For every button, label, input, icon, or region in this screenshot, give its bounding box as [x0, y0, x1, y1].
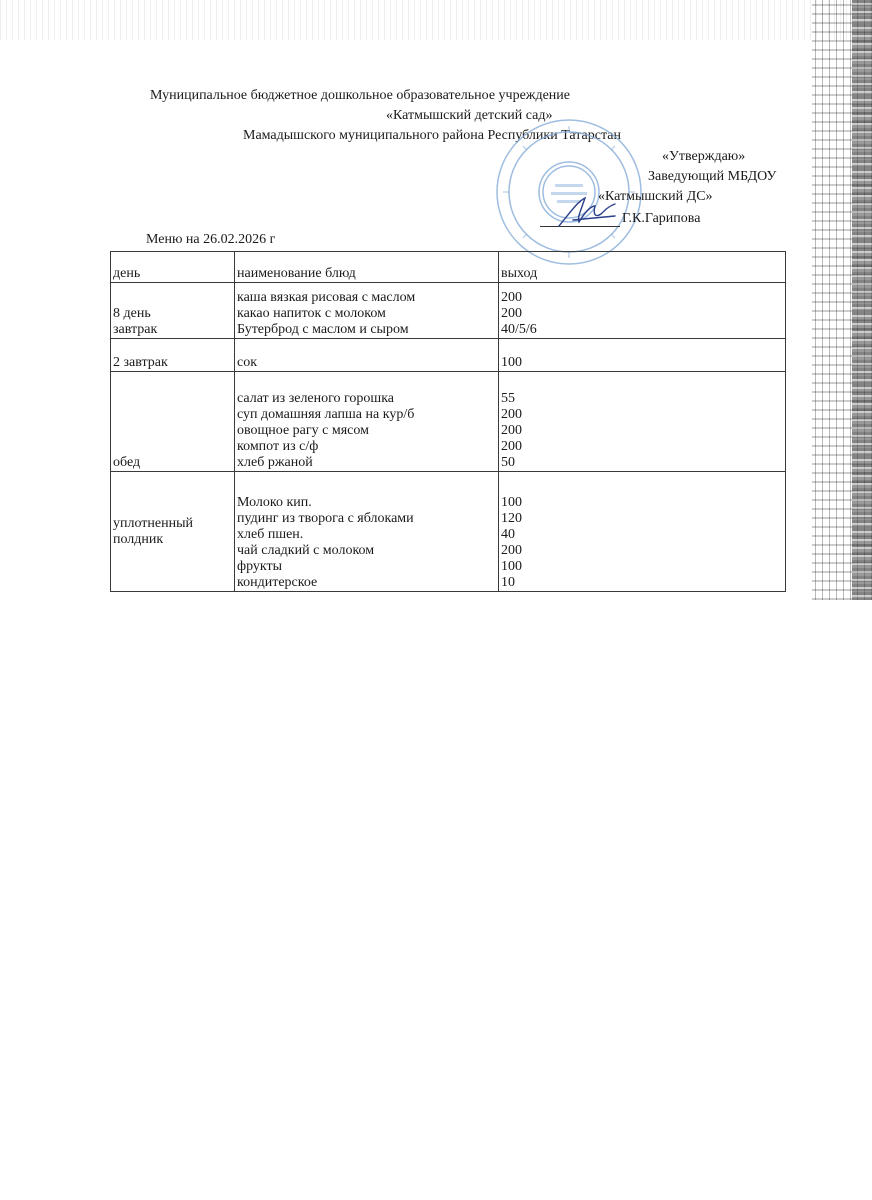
meal-cell [111, 372, 235, 472]
dish-yield: 200 [501, 423, 522, 438]
dish-yield: 100 [501, 495, 522, 510]
dish-name: чай сладкий с молоком [237, 543, 375, 558]
meal-cell [111, 339, 235, 372]
approval-line1: «Утверждаю» [662, 149, 746, 164]
meal-label: 2 завтрак [113, 355, 168, 370]
approval-line2: Заведующий МБДОУ [648, 169, 777, 184]
handwritten-signature [555, 192, 625, 232]
org-name-line3: Мамадышского муниципального района Республики Татарстан [243, 128, 621, 143]
scan-noise-edge-dark [852, 0, 872, 600]
dish-name: хлеб ржаной [237, 455, 313, 470]
org-name-line2: «Катмышский детский сад» [386, 108, 553, 123]
dish-name: овощное рагу с мясом [237, 423, 369, 438]
dish-yield: 200 [501, 543, 522, 558]
yield-cell [499, 472, 786, 592]
meal-label: уплотненный [113, 515, 194, 531]
approval-line4: Г.К.Гарипова [622, 211, 701, 226]
yield-cell [499, 339, 786, 372]
header-yield: выход [499, 252, 786, 283]
dish-name: кондитерское [237, 575, 318, 590]
meal-label: полдник [113, 531, 164, 547]
dish-yield: 40 [501, 527, 515, 542]
dish-name: суп домашняя лапша на кур/б [237, 407, 415, 422]
dish-yield: 200 [501, 439, 522, 454]
dish-yield: 100 [501, 559, 522, 574]
dish-name: Бутерброд с маслом и сыром [237, 322, 409, 337]
dish-yield: 55 [501, 391, 515, 406]
dish-name: салат из зеленого горошка [237, 391, 395, 406]
table-header-row [111, 252, 786, 283]
dish-cell [235, 472, 499, 592]
dish-name: сок [237, 355, 258, 370]
dish-yield: 100 [501, 355, 522, 370]
org-name-line1: Муниципальное бюджетное дошкольное образовательное учреждение [150, 88, 570, 103]
dish-name: Молоко кип. [237, 495, 312, 510]
table-row [111, 339, 786, 372]
yield-cell [499, 372, 786, 472]
dish-yield: 10 [501, 575, 515, 590]
table-row [111, 472, 786, 592]
dish-name: пудинг из творога с яблоками [237, 511, 414, 526]
dish-yield: 40/5/6 [501, 322, 537, 337]
dish-cell [235, 339, 499, 372]
dish-yield: 200 [501, 290, 522, 305]
meal-label: обед [113, 455, 141, 470]
dish-yield: 50 [501, 455, 515, 470]
dish-name: каша вязкая рисовая с маслом [237, 290, 416, 305]
meal-cell [111, 283, 235, 339]
meal-label: 8 день [113, 306, 151, 321]
dish-cell [235, 372, 499, 472]
dish-cell [235, 283, 499, 339]
dish-yield: 200 [501, 306, 522, 321]
scan-noise-top [0, 0, 872, 40]
header-day: день [111, 252, 235, 283]
meal-label: завтрак [113, 322, 158, 337]
dish-name: компот из с/ф [237, 439, 319, 454]
yield-cell [499, 283, 786, 339]
dish-name: фрукты [237, 559, 283, 574]
dish-name: какао напиток с молоком [237, 306, 386, 321]
dish-yield: 120 [501, 511, 522, 526]
table-row [111, 372, 786, 472]
dish-yield: 200 [501, 407, 522, 422]
table-row [111, 283, 786, 339]
meal-cell [111, 472, 235, 592]
header-dish-name: наименование блюд [235, 252, 499, 283]
menu-date: Меню на 26.02.2026 г [146, 232, 276, 247]
menu-table [110, 251, 786, 592]
dish-name: хлеб пшен. [237, 527, 304, 542]
approval-line3: «Катмышский ДС» [598, 189, 713, 204]
